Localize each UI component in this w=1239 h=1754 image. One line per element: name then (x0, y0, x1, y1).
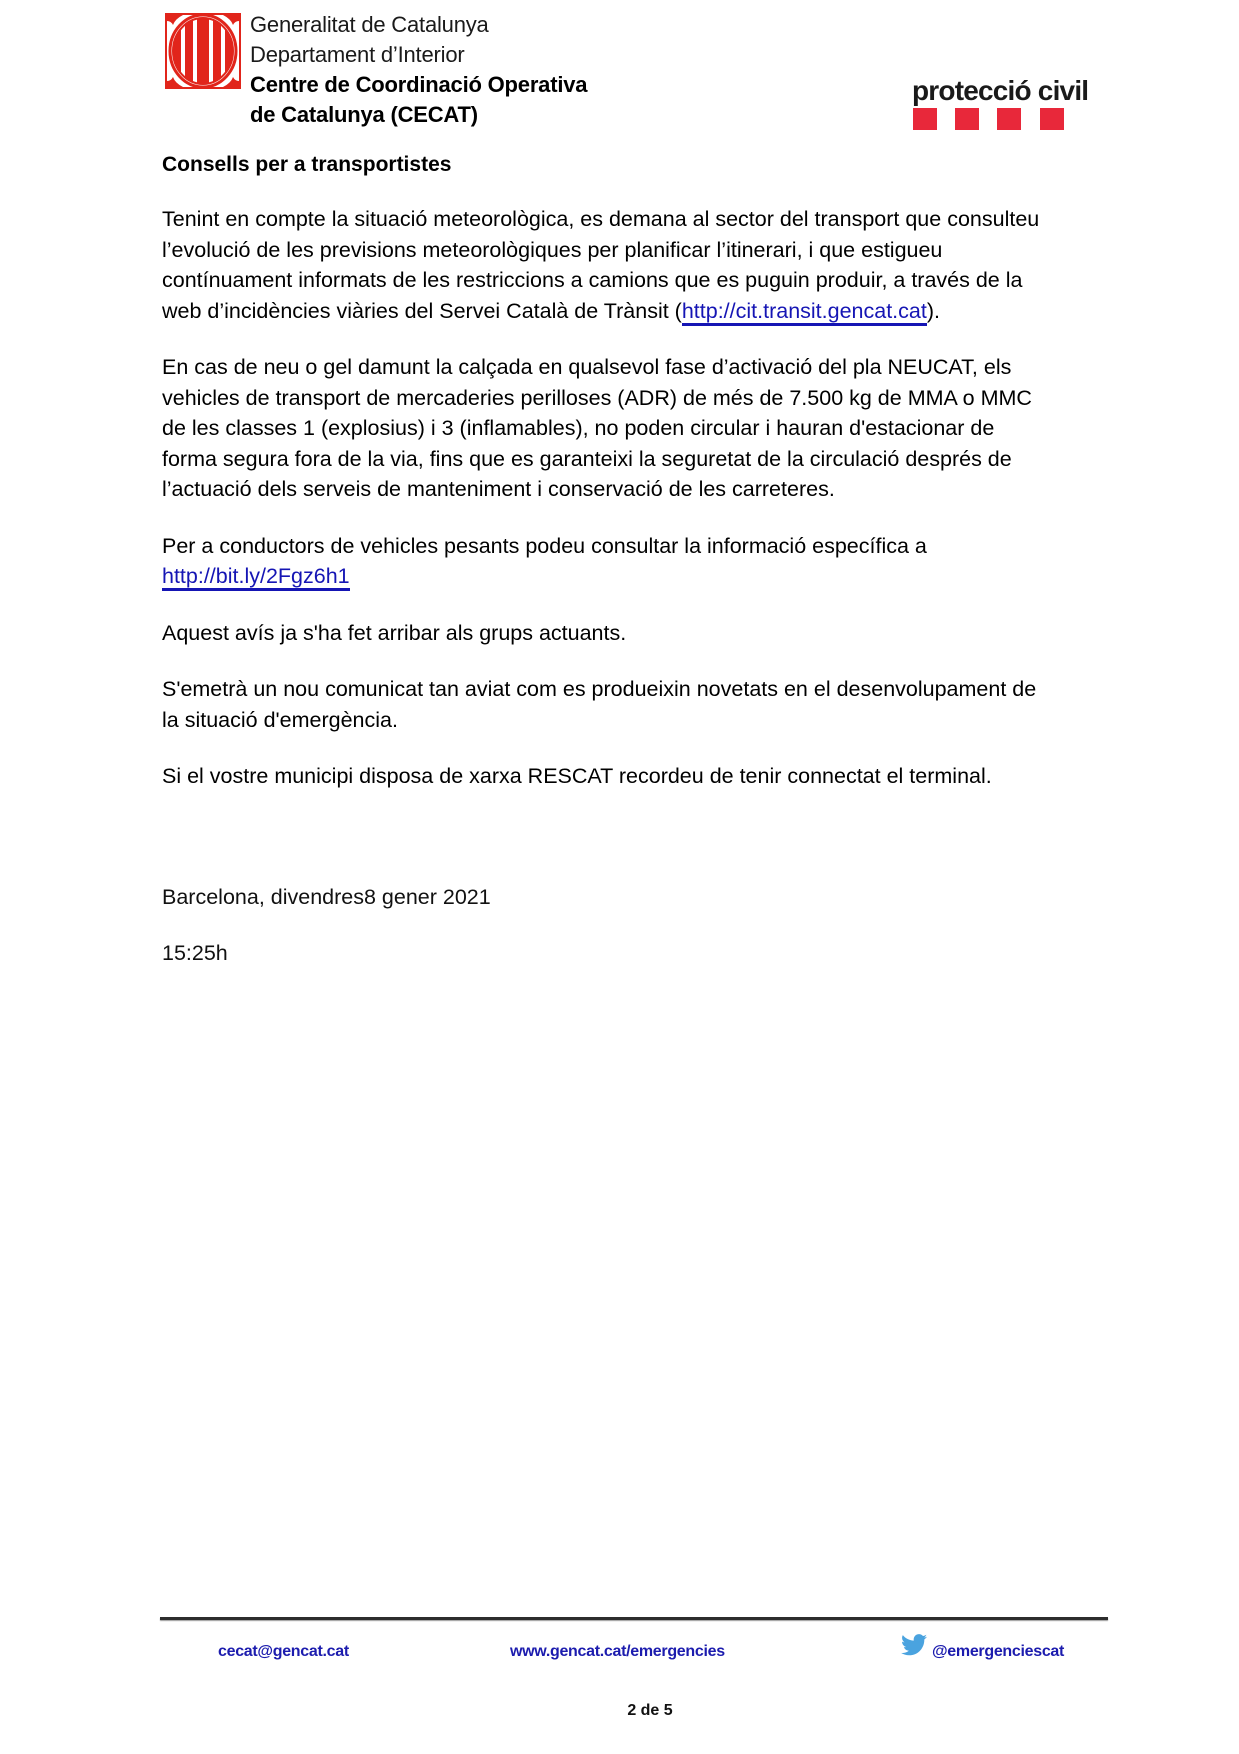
paragraph-rescat (162, 761, 1122, 792)
paragraph-dangerous-goods (162, 352, 1122, 505)
text-line: Si el vostre municipi disposa de xarxa RESCAT recordeu de tenir connectat el terminal. (162, 764, 992, 788)
text-line: vehicles de transport de mercaderies perilloses (ADR) de més de 7.500 kg de MMA o MMC (162, 385, 1032, 410)
header-org-line-2: Departament d’Interior (250, 42, 465, 67)
text-line: Aquest avís ja s'ha fet arribar als grups actuants. (162, 620, 627, 645)
text-line (162, 561, 1122, 592)
footer-website-link[interactable]: www.gencat.cat/emergencies (510, 1643, 725, 1660)
twitter-bird-icon (901, 1634, 927, 1656)
text-fragment: web d’incidències viàries del Servei Català de Trànsit ( (162, 298, 682, 323)
text-line: En cas de neu o gel damunt la calçada en qualsevol fase d’activació del pla NEUCAT, els (162, 355, 1012, 379)
text-line: la situació d'emergència. (162, 707, 398, 732)
text-line: S'emetrà un nou comunicat tan aviat com es produeixin novetats en el desenvolupament de (162, 677, 1037, 701)
logo-square-icon (913, 108, 937, 130)
text-line: contínuament informats de les restriccions a camions que es puguin produir, a través de la (162, 268, 1023, 292)
footer-twitter-link[interactable]: @emergenciescat (932, 1643, 1065, 1660)
paragraph-transit-advice (162, 204, 1122, 326)
paragraph-heavy-vehicles (162, 531, 1122, 592)
logo-square-icon (955, 108, 979, 130)
text-line: l’actuació dels serveis de manteniment i conservació de les carreteres. (162, 477, 835, 501)
paragraph-notice-sent (162, 618, 1122, 649)
logo-square-icon (1040, 108, 1064, 130)
text-fragment: ). (926, 298, 940, 323)
text-line (162, 296, 1122, 327)
text-line: l’evolució de les previsions meteorològiques per planificar l’itinerari, i que estigueu (162, 237, 943, 262)
transit-link[interactable]: http://cit.transit.gencat.cat (682, 299, 927, 326)
page-number: 2 de 5 (627, 1702, 673, 1719)
paragraph-new-communique (162, 674, 1122, 735)
generalitat-logo-icon (165, 13, 241, 89)
heavy-vehicles-link[interactable]: http://bit.ly/2Fgz6h1 (162, 564, 350, 591)
header-org-line-3: Centre de Coordinació Operativa (250, 72, 588, 97)
text-line: de les classes 1 (explosius) i 3 (inflamables), no poden circular i hauran d'estacionar de (162, 416, 995, 440)
proteccio-civil-logo (912, 76, 1102, 136)
logo-square-icon (997, 108, 1021, 130)
document-time: 15:25h (162, 941, 228, 965)
text-line: forma segura fora de la via, fins que es garanteixi la seguretat de la circulació després de (162, 446, 1012, 471)
document-body (162, 150, 1122, 792)
proteccio-civil-logo-text: protecció civil (912, 75, 1089, 106)
header-org-line-1: Generalitat de Catalunya (250, 12, 489, 37)
footer-email-link[interactable]: cecat@gencat.cat (218, 1643, 349, 1660)
text-line: Per a conductors de vehicles pesants podeu consultar la informació específica a (162, 533, 927, 558)
footer-divider (160, 1617, 1108, 1620)
text-line: Tenint en compte la situació meteorològica, es demana al sector del transport que consulteu (162, 207, 1040, 231)
header-org-line-4: de Catalunya (CECAT) (250, 102, 478, 127)
section-heading: Consells per a transportistes (162, 153, 452, 176)
document-date: Barcelona, divendres8 gener 2021 (162, 885, 491, 909)
